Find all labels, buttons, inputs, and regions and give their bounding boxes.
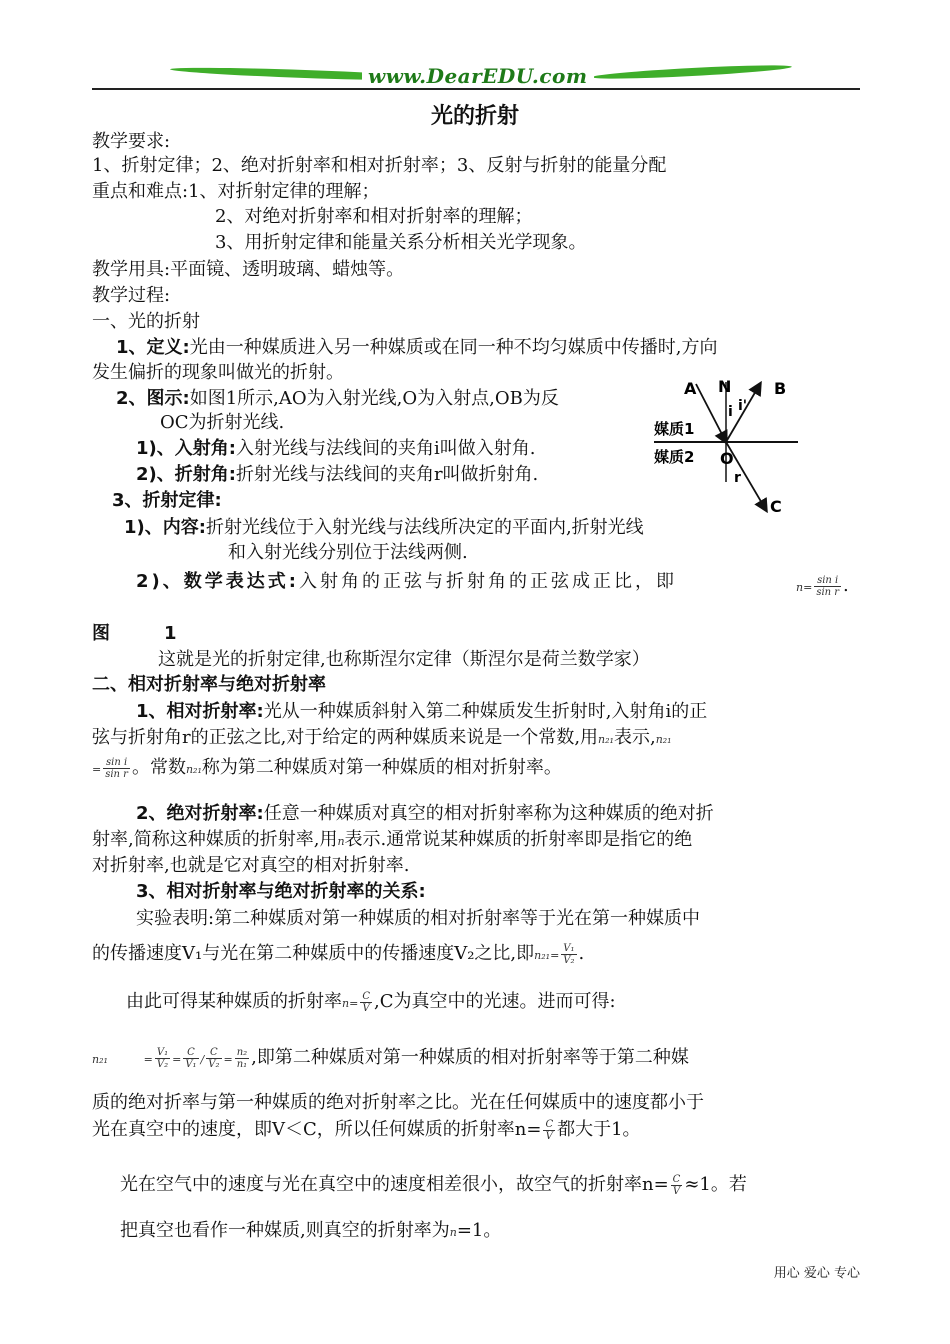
text-line: 2、绝对折射率:任意一种媒质对真空的相对折射率称为这种媒质的绝对折 [136, 803, 714, 824]
term-label: 1)、内容: [124, 517, 206, 538]
footer-slogan: 用心 爱心 专心 [773, 1266, 860, 1281]
text-line: 实验表明:第二种媒质对第一种媒质的相对折射率等于光在第一种媒质中 [136, 908, 701, 929]
label-i: i [728, 404, 733, 420]
text-line: 教学要求: [92, 131, 171, 152]
text-line: 教学过程: [92, 285, 171, 306]
text-line: 对折射率,也就是它对真空的相对折射率. [92, 855, 410, 876]
label-medium2: 媒质2 [654, 448, 695, 466]
text-line: 3、相对折射率与绝对折射率的关系: [136, 881, 426, 902]
text-line: 光在真空中的速度，即V＜C，所以任何媒质的折射率n= $\frac{C}{V}$ 都大于1。 [92, 1118, 641, 1142]
text-line: 1、相对折射率:光从一种媒质斜射入第二种媒质发生折射时,入射角i的正 [136, 701, 708, 722]
site-logo: www.DearEDU.com [362, 64, 594, 88]
label-r: r [734, 470, 741, 486]
text-line: 2)、折射角:折射光线与法线间的夹角r叫做折射角. [136, 464, 539, 485]
label-N: N [718, 377, 732, 396]
term-label: 3、折射定律: [112, 490, 222, 511]
text-line: 2、对绝对折射率和相对折射率的理解； [215, 206, 533, 227]
term-label: 2)、数学表达式: [136, 571, 299, 592]
term-label: 2)、折射角: [136, 464, 236, 485]
formula-snell: n= $\frac{\text{sin i}}{\text{sin r}}$ . [796, 574, 849, 598]
term-label: 1、相对折射率: [136, 701, 264, 722]
text-line: 由此可得某种媒质的折射率n= $\frac{C}{V}$ ,C为真空中的光速。进而可得: [126, 990, 616, 1014]
label-i-prime: i' [738, 398, 748, 414]
term-label: 2、绝对折射率: [136, 803, 264, 824]
section-heading: 二、相对折射率与绝对折射率 [92, 674, 326, 695]
header-swoosh-right [592, 63, 792, 81]
label-A: A [684, 379, 697, 398]
text-line: 这就是光的折射定律,也称斯涅尔定律（斯涅尔是荷兰数学家） [158, 649, 650, 670]
label-C: C [770, 497, 782, 516]
text-line: 的传播速度V₁与光在第二种媒质中的传播速度V₂之比,即n₂₁= $\frac{\text{V₁}}{\text{V₂}}$ . [92, 942, 585, 966]
site-header [92, 64, 860, 92]
section-heading: 一、光的折射 [92, 311, 200, 332]
text-line: OC为折射光线. [160, 412, 285, 433]
text-line: 光在空气中的速度与光在真空中的速度相差很小，故空气的折射率n= $\frac{C}{V}$ ≈1。若 [120, 1173, 747, 1197]
text-line: 射率,简称这种媒质的折射率,用n表示.通常说某种媒质的折射率即是指它的绝 [92, 829, 693, 850]
term-label: 1)、入射角: [136, 438, 236, 459]
page-title: 光的折射 [430, 104, 519, 129]
text-line: 教学用具:平面镜、透明玻璃、蜡烛等。 [92, 259, 405, 280]
text-line: 和入射光线分别位于法线两侧. [228, 542, 468, 563]
text-line: 1)、内容:折射光线位于入射光线与法线所决定的平面内,折射光线 [124, 517, 644, 538]
term-label: 1、定义: [116, 337, 190, 358]
label-O: O [720, 449, 734, 468]
text-line: 3、用折射定律和能量关系分析相关光学现象。 [215, 232, 587, 253]
text-line: 1、定义:光由一种媒质进入另一种媒质或在同一种不均匀媒质中传播时,方向 [116, 337, 718, 358]
text-line: 弦与折射角r的正弦之比,对于给定的两种媒质来说是一个常数,用n₂₁表示,n₂₁ [92, 727, 672, 748]
label-B: B [774, 379, 787, 398]
figure-caption: 图 1 [92, 623, 177, 644]
text-line: n₂₁ = $\frac{\text{V₁}}{\text{V₂}}$ = $\frac{C}{\text{V₁}}$ / $\frac{C}{\text{V₂}}$ = $\frac{\text{n₂}}{\text{n₁}}$ ,即第二种媒质对第一种媒质的相对折射率等于第二种媒 [92, 1046, 689, 1070]
refraction-diagram [648, 372, 808, 522]
text-line [112, 489, 222, 513]
text-line: 1、折射定律；2、绝对折射率和相对折射率；3、反射与折射的能量分配 [92, 155, 667, 176]
text-line: 把真空也看作一种媒质,则真空的折射率为n=1。 [120, 1220, 502, 1241]
label-medium1: 媒质1 [654, 420, 695, 438]
header-rule [92, 88, 860, 90]
text-line: 2)、数学表达式:入射角的正弦与折射角的正弦成正比，即 [136, 571, 677, 592]
text-line: 2、图示:如图1所示,AO为入射光线,O为入射点,OB为反 [116, 388, 559, 409]
term-label: 2、图示: [116, 388, 190, 409]
text-line: 1)、入射角:入射光线与法线间的夹角i叫做入射角. [136, 438, 536, 459]
text-line: 重点和难点:1、对折射定律的理解； [92, 181, 380, 202]
text-line: 发生偏折的现象叫做光的折射。 [92, 362, 344, 383]
text-line: = $\frac{\text{sin i}}{\text{sin r}}$ 。常数n₂₁称为第二种媒质对第一种媒质的相对折射率。 [92, 756, 562, 780]
text-line: 质的绝对折率与第一种媒质的绝对折射率之比。光在任何媒质中的速度都小于 [92, 1092, 704, 1113]
